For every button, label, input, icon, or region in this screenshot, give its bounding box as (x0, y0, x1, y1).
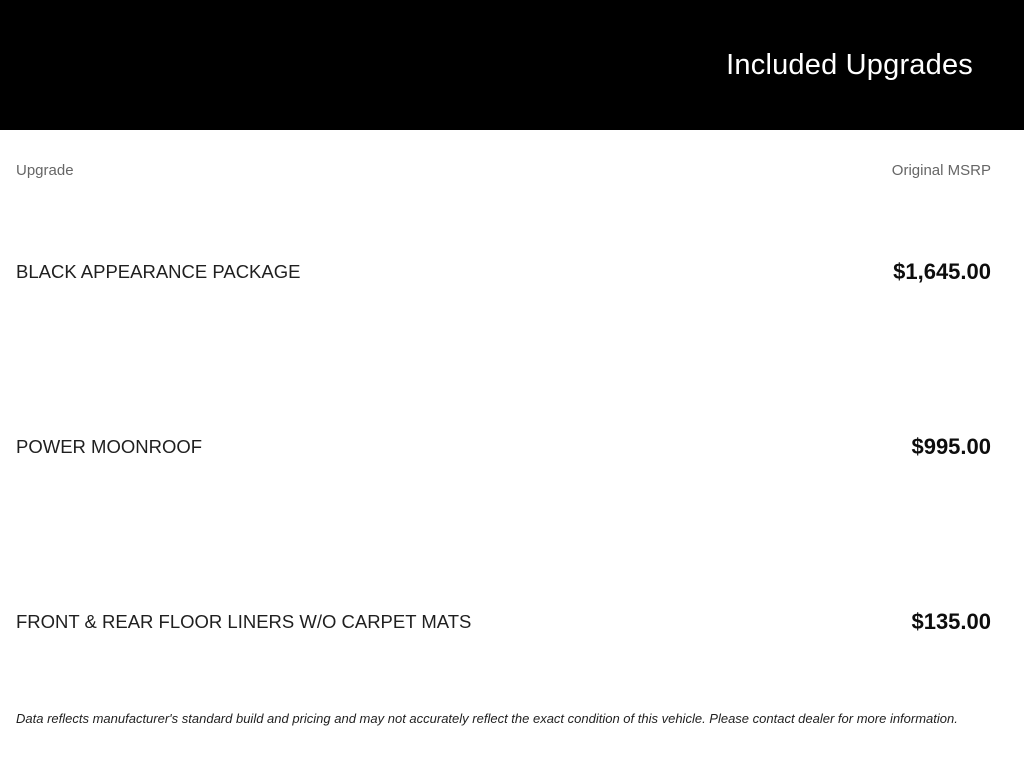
disclaimer-text: Data reflects manufacturer's standard build and pricing and may not accurately reflect the exact condition of this vehicle. Please contact dealer for more information. (16, 711, 958, 726)
table-body (16, 255, 991, 639)
column-header-msrp: Original MSRP (891, 161, 991, 179)
header-bar (0, 0, 1024, 130)
upgrade-name: FRONT & REAR FLOOR LINERS W/O CARPET MATS (16, 611, 472, 632)
upgrade-name: BLACK APPEARANCE PACKAGE (16, 261, 301, 282)
upgrade-msrp: $1,645.00 (893, 259, 991, 284)
upgrades-table (0, 159, 1024, 727)
table-row (16, 255, 991, 289)
upgrade-msrp: $135.00 (911, 609, 991, 634)
upgrade-msrp: $995.00 (911, 434, 991, 459)
page-title: Included Upgrades (726, 48, 973, 81)
upgrade-name: POWER MOONROOF (16, 436, 203, 457)
table-row (16, 430, 991, 464)
table-row (16, 605, 991, 639)
column-header-upgrade: Upgrade (16, 161, 74, 179)
table-header-row (16, 159, 991, 181)
